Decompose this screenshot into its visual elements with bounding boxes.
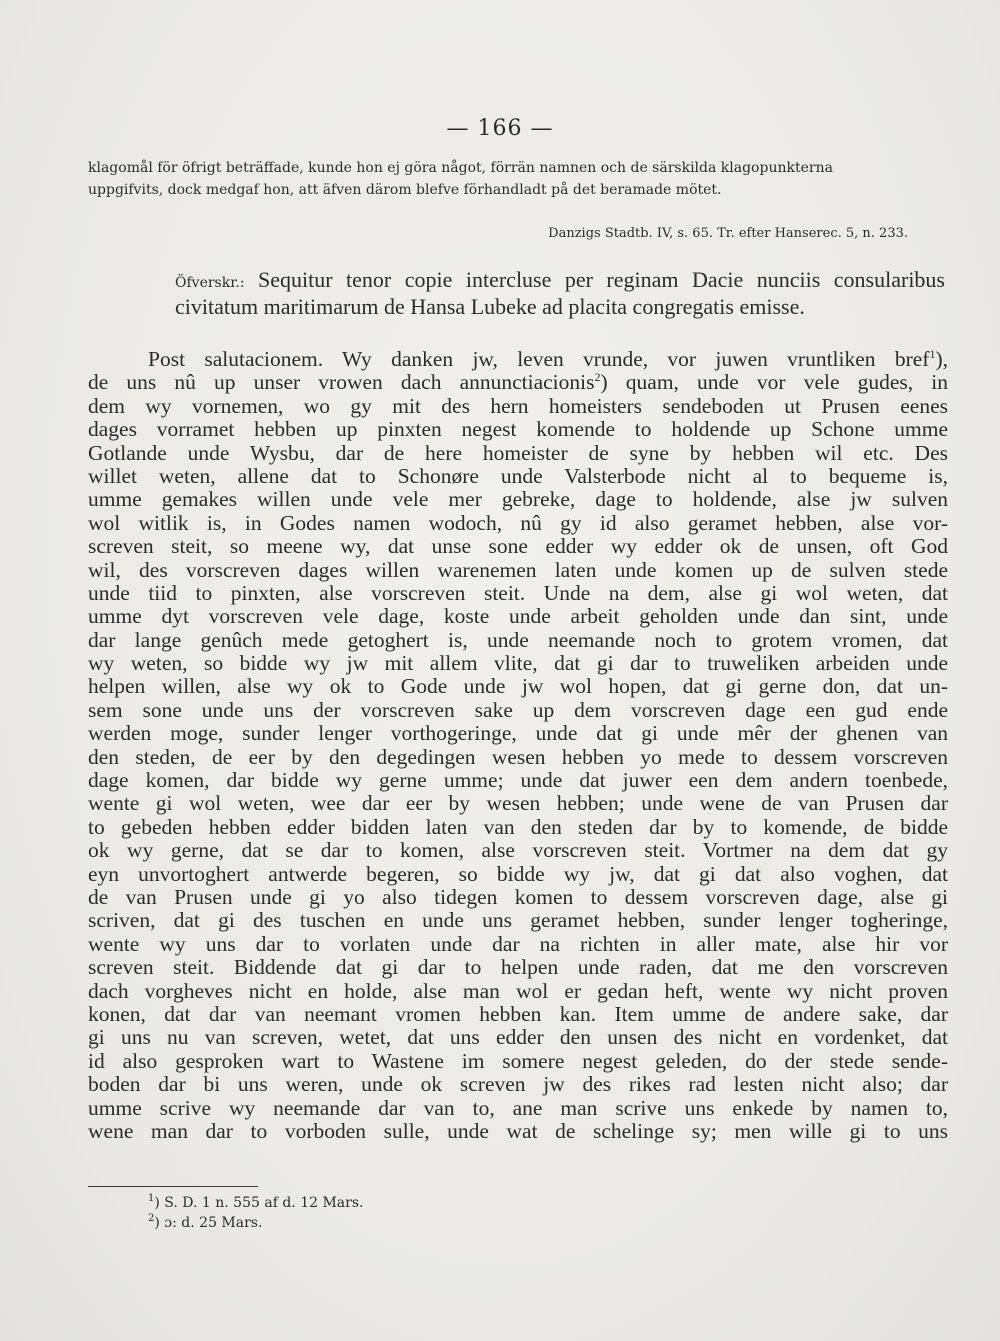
- footnote: [148, 1193, 363, 1213]
- body-line: [88, 652, 948, 675]
- body-line-text: konen, dat dar van neemant vromen hebben kan. Item umme de andere sake, dar: [88, 1001, 948, 1026]
- body-line: [88, 465, 948, 488]
- body-line: [88, 395, 948, 418]
- body-line-text: umme scrive wy neemande dar van to, ane man scrive uns enkede by namen to,: [88, 1095, 948, 1120]
- body-line-text: screven steit. Biddende dat gi dar to helpen unde raden, dat me den vorscreven: [88, 955, 948, 980]
- body-line: [88, 675, 948, 698]
- body-line-text: wol witlik is, in Godes namen wodoch, nû gy id also geramet hebben, alse vor-: [88, 510, 948, 535]
- body-line-text: dages vorramet hebben up pinxten negest komende to holdende up Schone umme: [88, 417, 948, 442]
- body-line-text: wene man dar to vorboden sulle, unde wat de schelinge sy; men wille gi to uns: [88, 1118, 948, 1143]
- letter-body: [88, 348, 948, 1143]
- body-line-text: ok wy gerne, dat se dar to komen, alse vorscreven steit. Vortmer na dem dat gy: [88, 838, 948, 863]
- footnotes: [148, 1193, 363, 1233]
- body-line-text: umme dyt vorscreven vele dage, koste unde arbeit geholden unde dan sint, unde: [88, 604, 948, 629]
- body-line: [88, 746, 948, 769]
- intro-paragraph: [88, 157, 956, 201]
- body-line: [88, 605, 948, 628]
- intro-line: uppgifvits, dock medgaf hon, att äfven därom blefve förhandladt på det beramade mötet.: [88, 182, 722, 198]
- footnote-rule: [88, 1186, 258, 1187]
- body-line: [88, 792, 948, 815]
- body-line: [88, 956, 948, 979]
- body-line: [88, 1026, 948, 1049]
- body-line: [88, 629, 948, 652]
- body-line: [88, 722, 948, 745]
- body-line: [88, 582, 948, 605]
- body-line: [88, 559, 948, 582]
- body-line-text: dar lange genûch mede getoghert is, unde neemande noch to grotem vromen, dat: [88, 627, 948, 652]
- body-line-text: unde tiid to pinxten, alse vorscreven steit. Unde na dem, alse gi wol weten, dat: [88, 580, 948, 605]
- body-line-text: id also gesproken wart to Wastene im somere negest geleden, do der stede sende-: [88, 1048, 948, 1073]
- body-line: [88, 839, 948, 862]
- body-line-text: werden moge, sunder lenger vorthogeringe, unde dat gi unde mêr der ghenen van: [88, 721, 948, 746]
- body-line: [88, 535, 948, 558]
- body-line-text: ) quam, unde vor vele gudes, in: [600, 370, 948, 395]
- body-line-text: sem sone unde uns der vorscreven sake up dem vorscreven dage een gud ende: [88, 697, 948, 722]
- footnote-ref: 2: [594, 370, 601, 385]
- body-line: [88, 512, 948, 535]
- footnote-text: ) S. D. 1 n. 555 af d. 12 Mars.: [154, 1195, 364, 1211]
- body-line: [88, 1050, 948, 1073]
- body-line: [88, 1120, 948, 1143]
- page-number: — 166 —: [446, 116, 554, 141]
- footnote-text: ) ɔ: d. 25 Mars.: [154, 1215, 263, 1231]
- body-line: [88, 980, 948, 1003]
- body-line-text: scriven, dat gi des tuschen en unde uns geramet hebben, sunder lenger togheringe,: [88, 908, 948, 933]
- body-line-text: ),: [935, 347, 948, 371]
- body-line-text: gi uns nu van screven, wetet, dat uns edder den unsen des nicht en vordenket, dat: [88, 1025, 948, 1050]
- body-line-text: dach vorgheves nicht en holde, alse man wol er gedan heft, wente wy nicht proven: [88, 978, 948, 1003]
- summary-text: Sequitur tenor copie intercluse per reginam Dacie nunciis consularibus civitatum maritimarum de Hansa Lubeke ad placita congregatis emisse.: [175, 267, 945, 319]
- body-line-text: den steden, de eer by den degedingen wesen hebben yo mede to dessem vorscreven: [88, 744, 948, 769]
- body-line: [88, 1003, 948, 1026]
- footnote-mark: 2: [148, 1213, 155, 1224]
- body-line: [88, 488, 948, 511]
- body-line-text: Post salutacionem. Wy danken jw, leven vrunde, vor juwen vruntliken bref: [148, 347, 930, 371]
- body-line-text: wente gi wol weten, wee dar eer by wesen hebben; unde wene de van Prusen dar: [88, 791, 948, 816]
- body-line-text: umme gemakes willen unde vele mer gebreke, dage to holdende, alse jw sulven: [88, 487, 948, 512]
- body-line: [88, 816, 948, 839]
- body-line: [88, 769, 948, 792]
- body-line: [88, 442, 948, 465]
- body-line-text: wy weten, so bidde wy jw mit allem vlite, dat gi dar to truweliken arbeiden unde: [88, 651, 948, 676]
- body-line-text: boden dar bi uns weren, unde ok screven jw des rikes rad lesten nicht also; dar: [88, 1072, 948, 1097]
- body-line-text: willet weten, allene dat to Schonøre unde Valsterbode nicht al to bequeme is,: [88, 463, 948, 488]
- body-line: [88, 348, 948, 371]
- summary-label: Öfverskr.:: [175, 275, 245, 291]
- body-line-text: wente wy uns dar to vorlaten unde dar na richten in aller mate, alse hir vor: [88, 931, 948, 956]
- body-line-text: dem wy vornemen, wo gy mit des hern homeisters sendeboden ut Prusen eenes: [88, 393, 948, 418]
- body-line-text: Gotlande unde Wysbu, dar de here homeister de syne by hebben wil etc. Des: [88, 440, 948, 465]
- body-line-text: dage komen, dar bidde wy gerne umme; unde dat juwer een dem andern toenbede,: [88, 768, 948, 793]
- body-line: [88, 699, 948, 722]
- intro-line: klagomål för öfrigt beträffade, kunde hon ej göra något, förrän namnen och de särskilda klagopunkterna: [88, 160, 833, 176]
- body-line: [88, 886, 948, 909]
- body-line: [88, 1073, 948, 1096]
- body-line-text: de van Prusen unde gi yo also tidegen komen to dessem vorscreven dage, alse gi: [88, 884, 948, 909]
- body-line: [88, 933, 948, 956]
- summary-paragraph: [175, 268, 945, 319]
- footnote-ref: 1: [929, 347, 936, 361]
- body-line-text: screven steit, so meene wy, dat unse sone edder wy edder ok de unsen, oft God: [88, 534, 948, 559]
- body-line: [88, 371, 948, 394]
- footnote: [148, 1213, 363, 1233]
- source-citation: Danzigs Stadtb. IV, s. 65. Tr. efter Hanserec. 5, n. 233.: [548, 226, 908, 241]
- body-line: [88, 418, 948, 441]
- body-line-text: helpen willen, alse wy ok to Gode unde jw wol hopen, dat gi gerne don, dat un-: [88, 674, 948, 699]
- body-line: [88, 1097, 948, 1120]
- body-line: [88, 909, 948, 932]
- body-line: [88, 863, 948, 886]
- footnote-mark: 1: [148, 1193, 155, 1204]
- body-line-text: de uns nû up unser vrowen dach annunctiacionis: [88, 370, 595, 395]
- body-line-text: to gebeden hebben edder bidden laten van den steden dar by to komende, de bidde: [88, 814, 948, 839]
- body-line-text: wil, des vorscreven dages willen warenemen laten unde komen up de sulven stede: [88, 557, 948, 582]
- body-line-text: eyn unvortoghert antwerde begeren, so bidde wy jw, dat gi dat also voghen, dat: [88, 861, 948, 886]
